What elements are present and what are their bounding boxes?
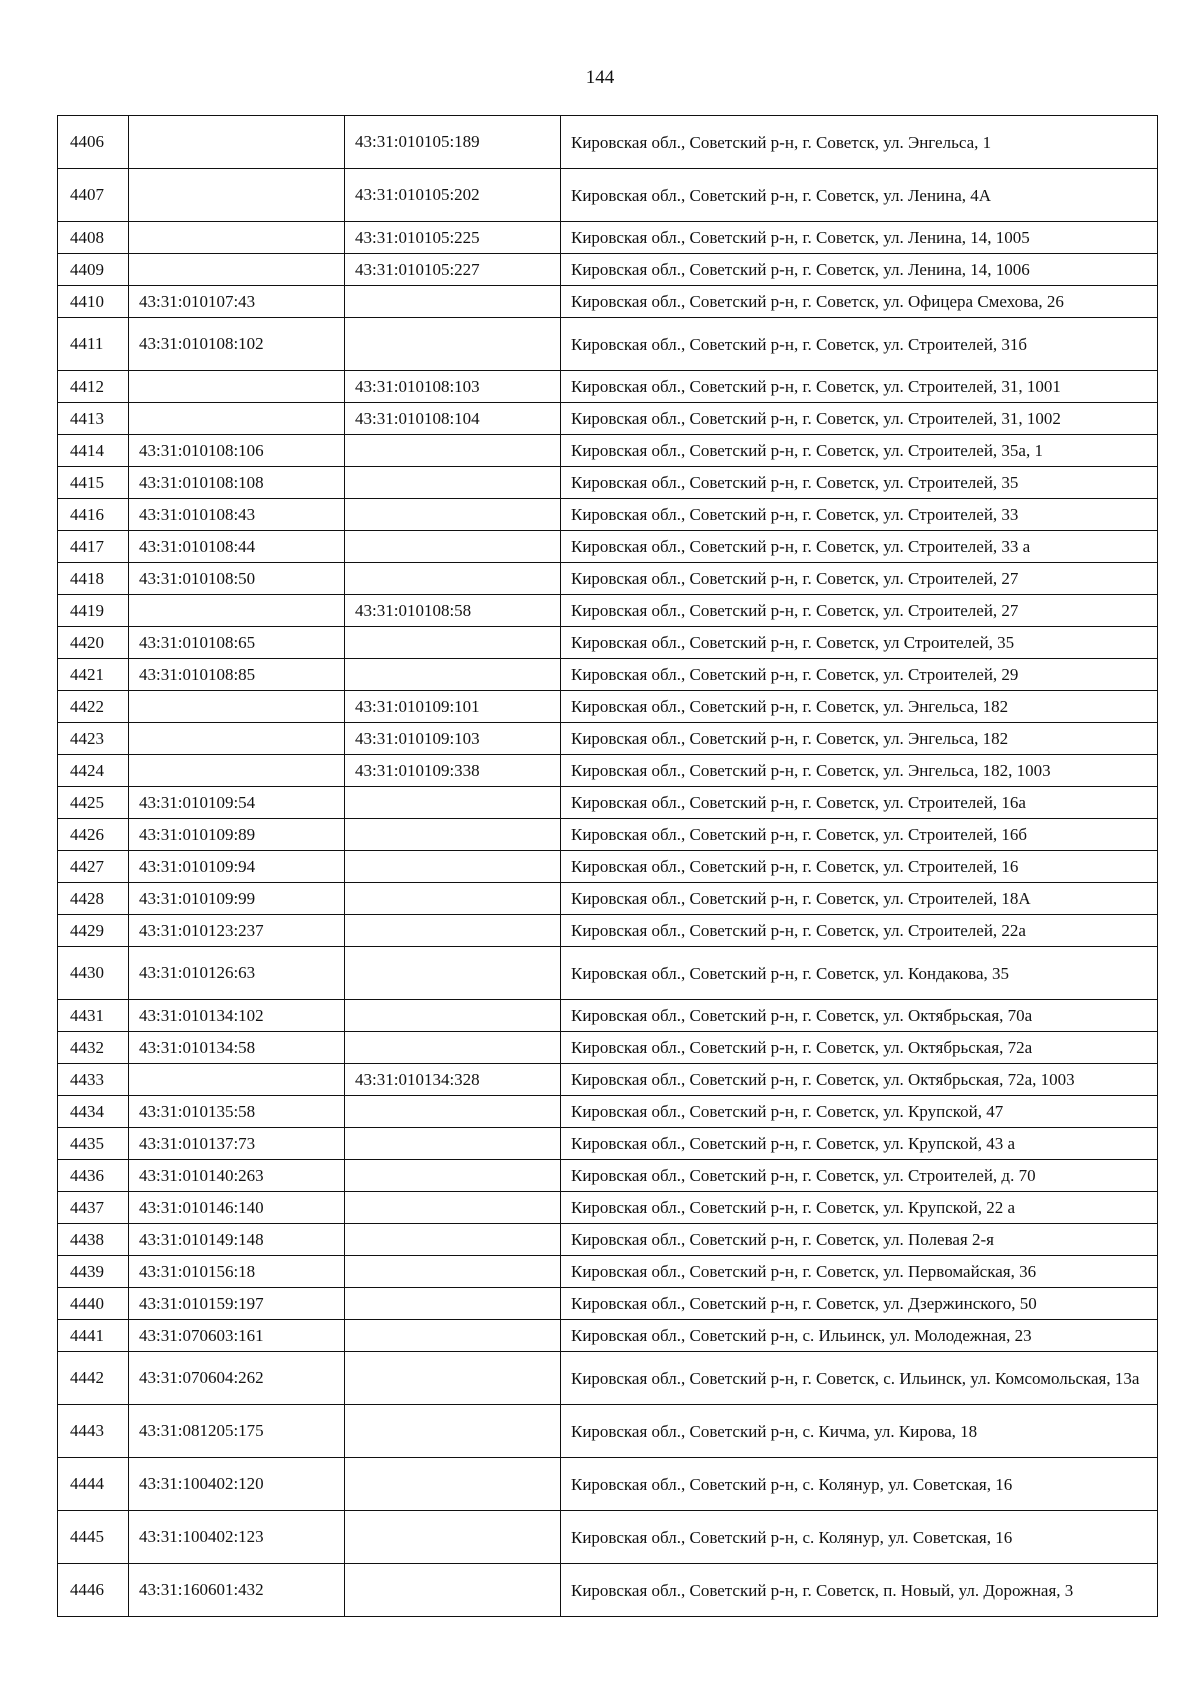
- address-cell: Кировская обл., Советский р-н, г. Советск, ул. Ленина, 14, 1005: [561, 222, 1158, 254]
- cadastral-number-cell: 43:31:010135:58: [129, 1096, 345, 1128]
- row-number-cell: 4419: [58, 595, 129, 627]
- cadastral-number-alt-cell: 43:31:010108:58: [345, 595, 561, 627]
- cadastral-number-alt-cell: [345, 1000, 561, 1032]
- table-row: [58, 1224, 1158, 1256]
- table-row: [58, 318, 1158, 371]
- cadastral-number-alt-cell: [345, 1511, 561, 1564]
- cadastral-number-alt-cell: 43:31:010105:225: [345, 222, 561, 254]
- cadastral-number-cell: 43:31:010134:58: [129, 1032, 345, 1064]
- table-row: [58, 371, 1158, 403]
- address-cell: Кировская обл., Советский р-н, с. Кичма, ул. Кирова, 18: [561, 1405, 1158, 1458]
- cadastral-number-alt-cell: [345, 1096, 561, 1128]
- address-cell: Кировская обл., Советский р-н, г. Советск, ул Строителей, 35: [561, 627, 1158, 659]
- cadastral-number-cell: 43:31:100402:120: [129, 1458, 345, 1511]
- address-cell: Кировская обл., Советский р-н, г. Советск, ул. Октябрьская, 72а, 1003: [561, 1064, 1158, 1096]
- table-row: [58, 286, 1158, 318]
- table-row: [58, 1160, 1158, 1192]
- row-number-cell: 4407: [58, 169, 129, 222]
- page-number: 144: [585, 67, 615, 88]
- address-cell: Кировская обл., Советский р-н, г. Советск, ул. Энгельса, 182, 1003: [561, 755, 1158, 787]
- table-row: [58, 169, 1158, 222]
- address-cell: Кировская обл., Советский р-н, г. Советск, ул. Крупской, 43 а: [561, 1128, 1158, 1160]
- table-row: [58, 116, 1158, 169]
- address-cell: Кировская обл., Советский р-н, г. Советск, с. Ильинск, ул. Комсомольская, 13а: [561, 1352, 1158, 1405]
- table-row: [58, 883, 1158, 915]
- table-row: [58, 563, 1158, 595]
- address-cell: Кировская обл., Советский р-н, г. Советск, ул. Крупской, 47: [561, 1096, 1158, 1128]
- row-number-cell: 4446: [58, 1564, 129, 1617]
- cadastral-number-alt-cell: [345, 1192, 561, 1224]
- cadastral-number-cell: [129, 1064, 345, 1096]
- table-row: [58, 435, 1158, 467]
- table-row: [58, 1458, 1158, 1511]
- address-cell: Кировская обл., Советский р-н, с. Колянур, ул. Советская, 16: [561, 1511, 1158, 1564]
- address-cell: Кировская обл., Советский р-н, г. Советск, ул. Ленина, 14, 1006: [561, 254, 1158, 286]
- address-cell: Кировская обл., Советский р-н, г. Советск, ул. Строителей, 35а, 1: [561, 435, 1158, 467]
- row-number-cell: 4431: [58, 1000, 129, 1032]
- cadastral-number-alt-cell: [345, 1128, 561, 1160]
- cadastral-number-cell: [129, 254, 345, 286]
- cadastral-number-cell: [129, 755, 345, 787]
- cadastral-number-cell: [129, 691, 345, 723]
- address-cell: Кировская обл., Советский р-н, г. Советск, ул. Энгельса, 1: [561, 116, 1158, 169]
- table-row: [58, 499, 1158, 531]
- row-number-cell: 4426: [58, 819, 129, 851]
- address-cell: Кировская обл., Советский р-н, г. Советск, п. Новый, ул. Дорожная, 3: [561, 1564, 1158, 1617]
- row-number-cell: 4411: [58, 318, 129, 371]
- address-cell: Кировская обл., Советский р-н, г. Советск, ул. Строителей, 35: [561, 467, 1158, 499]
- row-number-cell: 4418: [58, 563, 129, 595]
- registry-table: [57, 115, 1158, 1617]
- table-row: [58, 1511, 1158, 1564]
- address-cell: Кировская обл., Советский р-н, г. Советск, ул. Строителей, 31б: [561, 318, 1158, 371]
- table-row: [58, 1320, 1158, 1352]
- row-number-cell: 4428: [58, 883, 129, 915]
- cadastral-number-alt-cell: [345, 1564, 561, 1617]
- address-cell: Кировская обл., Советский р-н, г. Советск, ул. Строителей, 18А: [561, 883, 1158, 915]
- cadastral-number-cell: 43:31:010109:99: [129, 883, 345, 915]
- table-row: [58, 1096, 1158, 1128]
- address-cell: Кировская обл., Советский р-н, г. Советск, ул. Строителей, д. 70: [561, 1160, 1158, 1192]
- cadastral-number-cell: 43:31:010107:43: [129, 286, 345, 318]
- row-number-cell: 4424: [58, 755, 129, 787]
- row-number-cell: 4442: [58, 1352, 129, 1405]
- row-number-cell: 4441: [58, 1320, 129, 1352]
- cadastral-number-cell: 43:31:070603:161: [129, 1320, 345, 1352]
- row-number-cell: 4435: [58, 1128, 129, 1160]
- cadastral-number-alt-cell: 43:31:010108:104: [345, 403, 561, 435]
- cadastral-number-cell: 43:31:010108:106: [129, 435, 345, 467]
- address-cell: Кировская обл., Советский р-н, г. Советск, ул. Строителей, 27: [561, 595, 1158, 627]
- row-number-cell: 4434: [58, 1096, 129, 1128]
- table-row: [58, 595, 1158, 627]
- cadastral-number-alt-cell: 43:31:010108:103: [345, 371, 561, 403]
- table-row: [58, 1564, 1158, 1617]
- table-row: [58, 915, 1158, 947]
- address-cell: Кировская обл., Советский р-н, г. Советск, ул. Строителей, 22а: [561, 915, 1158, 947]
- cadastral-number-alt-cell: [345, 531, 561, 563]
- cadastral-number-cell: [129, 403, 345, 435]
- table-row: [58, 1032, 1158, 1064]
- row-number-cell: 4410: [58, 286, 129, 318]
- table-row: [58, 403, 1158, 435]
- address-cell: Кировская обл., Советский р-н, г. Советск, ул. Строителей, 31, 1001: [561, 371, 1158, 403]
- cadastral-number-cell: 43:31:070604:262: [129, 1352, 345, 1405]
- row-number-cell: 4437: [58, 1192, 129, 1224]
- cadastral-number-cell: [129, 222, 345, 254]
- cadastral-number-alt-cell: [345, 947, 561, 1000]
- cadastral-number-cell: 43:31:010108:43: [129, 499, 345, 531]
- cadastral-number-alt-cell: [345, 1352, 561, 1405]
- row-number-cell: 4415: [58, 467, 129, 499]
- row-number-cell: 4416: [58, 499, 129, 531]
- cadastral-number-cell: [129, 169, 345, 222]
- cadastral-number-cell: 43:31:010134:102: [129, 1000, 345, 1032]
- address-cell: Кировская обл., Советский р-н, с. Колянур, ул. Советская, 16: [561, 1458, 1158, 1511]
- cadastral-number-alt-cell: [345, 659, 561, 691]
- table-row: [58, 1352, 1158, 1405]
- cadastral-number-cell: 43:31:010108:65: [129, 627, 345, 659]
- table-row: [58, 531, 1158, 563]
- cadastral-number-alt-cell: [345, 1224, 561, 1256]
- cadastral-number-cell: 43:31:010109:89: [129, 819, 345, 851]
- table-row: [58, 787, 1158, 819]
- cadastral-number-alt-cell: [345, 787, 561, 819]
- row-number-cell: 4438: [58, 1224, 129, 1256]
- table-row: [58, 851, 1158, 883]
- cadastral-number-alt-cell: [345, 1320, 561, 1352]
- cadastral-number-alt-cell: [345, 883, 561, 915]
- cadastral-number-alt-cell: 43:31:010105:227: [345, 254, 561, 286]
- address-cell: Кировская обл., Советский р-н, г. Советск, ул. Строителей, 16а: [561, 787, 1158, 819]
- table-row: [58, 947, 1158, 1000]
- row-number-cell: 4413: [58, 403, 129, 435]
- cadastral-number-alt-cell: [345, 318, 561, 371]
- cadastral-number-alt-cell: [345, 467, 561, 499]
- row-number-cell: 4422: [58, 691, 129, 723]
- row-number-cell: 4421: [58, 659, 129, 691]
- address-cell: Кировская обл., Советский р-н, г. Советск, ул. Октябрьская, 70а: [561, 1000, 1158, 1032]
- row-number-cell: 4444: [58, 1458, 129, 1511]
- cadastral-number-alt-cell: [345, 627, 561, 659]
- address-cell: Кировская обл., Советский р-н, г. Советск, ул. Строителей, 27: [561, 563, 1158, 595]
- cadastral-number-alt-cell: [345, 1160, 561, 1192]
- cadastral-number-alt-cell: 43:31:010134:328: [345, 1064, 561, 1096]
- row-number-cell: 4423: [58, 723, 129, 755]
- cadastral-number-cell: 43:31:010149:148: [129, 1224, 345, 1256]
- row-number-cell: 4429: [58, 915, 129, 947]
- table-row: [58, 1405, 1158, 1458]
- table-row: [58, 222, 1158, 254]
- address-cell: Кировская обл., Советский р-н, г. Советск, ул. Кондакова, 35: [561, 947, 1158, 1000]
- address-cell: Кировская обл., Советский р-н, г. Советск, ул. Ленина, 4А: [561, 169, 1158, 222]
- table-row: [58, 1000, 1158, 1032]
- table-row: [58, 691, 1158, 723]
- cadastral-number-cell: 43:31:010146:140: [129, 1192, 345, 1224]
- cadastral-number-alt-cell: 43:31:010109:101: [345, 691, 561, 723]
- address-cell: Кировская обл., Советский р-н, г. Советск, ул. Строителей, 29: [561, 659, 1158, 691]
- address-cell: Кировская обл., Советский р-н, с. Ильинск, ул. Молодежная, 23: [561, 1320, 1158, 1352]
- cadastral-number-cell: 43:31:010109:54: [129, 787, 345, 819]
- address-cell: Кировская обл., Советский р-н, г. Советск, ул. Дзержинского, 50: [561, 1288, 1158, 1320]
- cadastral-number-cell: [129, 595, 345, 627]
- row-number-cell: 4414: [58, 435, 129, 467]
- address-cell: Кировская обл., Советский р-н, г. Советск, ул. Строителей, 16б: [561, 819, 1158, 851]
- row-number-cell: 4409: [58, 254, 129, 286]
- cadastral-number-cell: 43:31:010156:18: [129, 1256, 345, 1288]
- table-row: [58, 1128, 1158, 1160]
- cadastral-number-cell: 43:31:081205:175: [129, 1405, 345, 1458]
- cadastral-number-alt-cell: 43:31:010109:103: [345, 723, 561, 755]
- cadastral-number-cell: 43:31:010108:44: [129, 531, 345, 563]
- cadastral-number-cell: 43:31:010140:263: [129, 1160, 345, 1192]
- cadastral-number-alt-cell: 43:31:010105:189: [345, 116, 561, 169]
- table-row: [58, 819, 1158, 851]
- row-number-cell: 4436: [58, 1160, 129, 1192]
- address-cell: Кировская обл., Советский р-н, г. Советск, ул. Крупской, 22 а: [561, 1192, 1158, 1224]
- row-number-cell: 4412: [58, 371, 129, 403]
- cadastral-number-cell: 43:31:010108:50: [129, 563, 345, 595]
- cadastral-number-cell: 43:31:010159:197: [129, 1288, 345, 1320]
- cadastral-number-alt-cell: [345, 499, 561, 531]
- cadastral-number-alt-cell: [345, 851, 561, 883]
- address-cell: Кировская обл., Советский р-н, г. Советск, ул. Строителей, 31, 1002: [561, 403, 1158, 435]
- cadastral-number-alt-cell: [345, 1288, 561, 1320]
- cadastral-number-cell: 43:31:010108:102: [129, 318, 345, 371]
- cadastral-number-alt-cell: [345, 1458, 561, 1511]
- address-cell: Кировская обл., Советский р-н, г. Советск, ул. Энгельса, 182: [561, 723, 1158, 755]
- address-cell: Кировская обл., Советский р-н, г. Советск, ул. Октябрьская, 72а: [561, 1032, 1158, 1064]
- row-number-cell: 4406: [58, 116, 129, 169]
- row-number-cell: 4425: [58, 787, 129, 819]
- table-row: [58, 1192, 1158, 1224]
- cadastral-number-cell: 43:31:010108:85: [129, 659, 345, 691]
- cadastral-number-cell: 43:31:010123:237: [129, 915, 345, 947]
- cadastral-number-alt-cell: 43:31:010105:202: [345, 169, 561, 222]
- address-cell: Кировская обл., Советский р-н, г. Советск, ул. Полевая 2-я: [561, 1224, 1158, 1256]
- address-cell: Кировская обл., Советский р-н, г. Советск, ул. Строителей, 33 а: [561, 531, 1158, 563]
- table-row: [58, 755, 1158, 787]
- row-number-cell: 4427: [58, 851, 129, 883]
- cadastral-number-cell: 43:31:100402:123: [129, 1511, 345, 1564]
- row-number-cell: 4417: [58, 531, 129, 563]
- cadastral-number-cell: 43:31:010109:94: [129, 851, 345, 883]
- address-cell: Кировская обл., Советский р-н, г. Советск, ул. Офицера Смехова, 26: [561, 286, 1158, 318]
- cadastral-number-alt-cell: [345, 819, 561, 851]
- address-cell: Кировская обл., Советский р-н, г. Советск, ул. Первомайская, 36: [561, 1256, 1158, 1288]
- table-row: [58, 254, 1158, 286]
- row-number-cell: 4443: [58, 1405, 129, 1458]
- cadastral-number-cell: [129, 371, 345, 403]
- cadastral-number-cell: [129, 116, 345, 169]
- table-row: [58, 723, 1158, 755]
- cadastral-number-alt-cell: [345, 1405, 561, 1458]
- cadastral-number-alt-cell: [345, 286, 561, 318]
- row-number-cell: 4420: [58, 627, 129, 659]
- table-row: [58, 1288, 1158, 1320]
- cadastral-number-cell: 43:31:010126:63: [129, 947, 345, 1000]
- cadastral-number-alt-cell: [345, 1256, 561, 1288]
- cadastral-number-alt-cell: 43:31:010109:338: [345, 755, 561, 787]
- address-cell: Кировская обл., Советский р-н, г. Советск, ул. Строителей, 16: [561, 851, 1158, 883]
- row-number-cell: 4440: [58, 1288, 129, 1320]
- cadastral-number-alt-cell: [345, 435, 561, 467]
- row-number-cell: 4408: [58, 222, 129, 254]
- cadastral-number-alt-cell: [345, 1032, 561, 1064]
- cadastral-number-cell: [129, 723, 345, 755]
- cadastral-number-alt-cell: [345, 563, 561, 595]
- address-cell: Кировская обл., Советский р-н, г. Советск, ул. Энгельса, 182: [561, 691, 1158, 723]
- cadastral-number-cell: 43:31:160601:432: [129, 1564, 345, 1617]
- row-number-cell: 4433: [58, 1064, 129, 1096]
- cadastral-number-cell: 43:31:010108:108: [129, 467, 345, 499]
- row-number-cell: 4432: [58, 1032, 129, 1064]
- row-number-cell: 4439: [58, 1256, 129, 1288]
- table-row: [58, 627, 1158, 659]
- table-row: [58, 659, 1158, 691]
- table-row: [58, 467, 1158, 499]
- cadastral-number-cell: 43:31:010137:73: [129, 1128, 345, 1160]
- table-row: [58, 1064, 1158, 1096]
- cadastral-number-alt-cell: [345, 915, 561, 947]
- registry-table-body: [58, 116, 1158, 1617]
- row-number-cell: 4430: [58, 947, 129, 1000]
- table-row: [58, 1256, 1158, 1288]
- address-cell: Кировская обл., Советский р-н, г. Советск, ул. Строителей, 33: [561, 499, 1158, 531]
- row-number-cell: 4445: [58, 1511, 129, 1564]
